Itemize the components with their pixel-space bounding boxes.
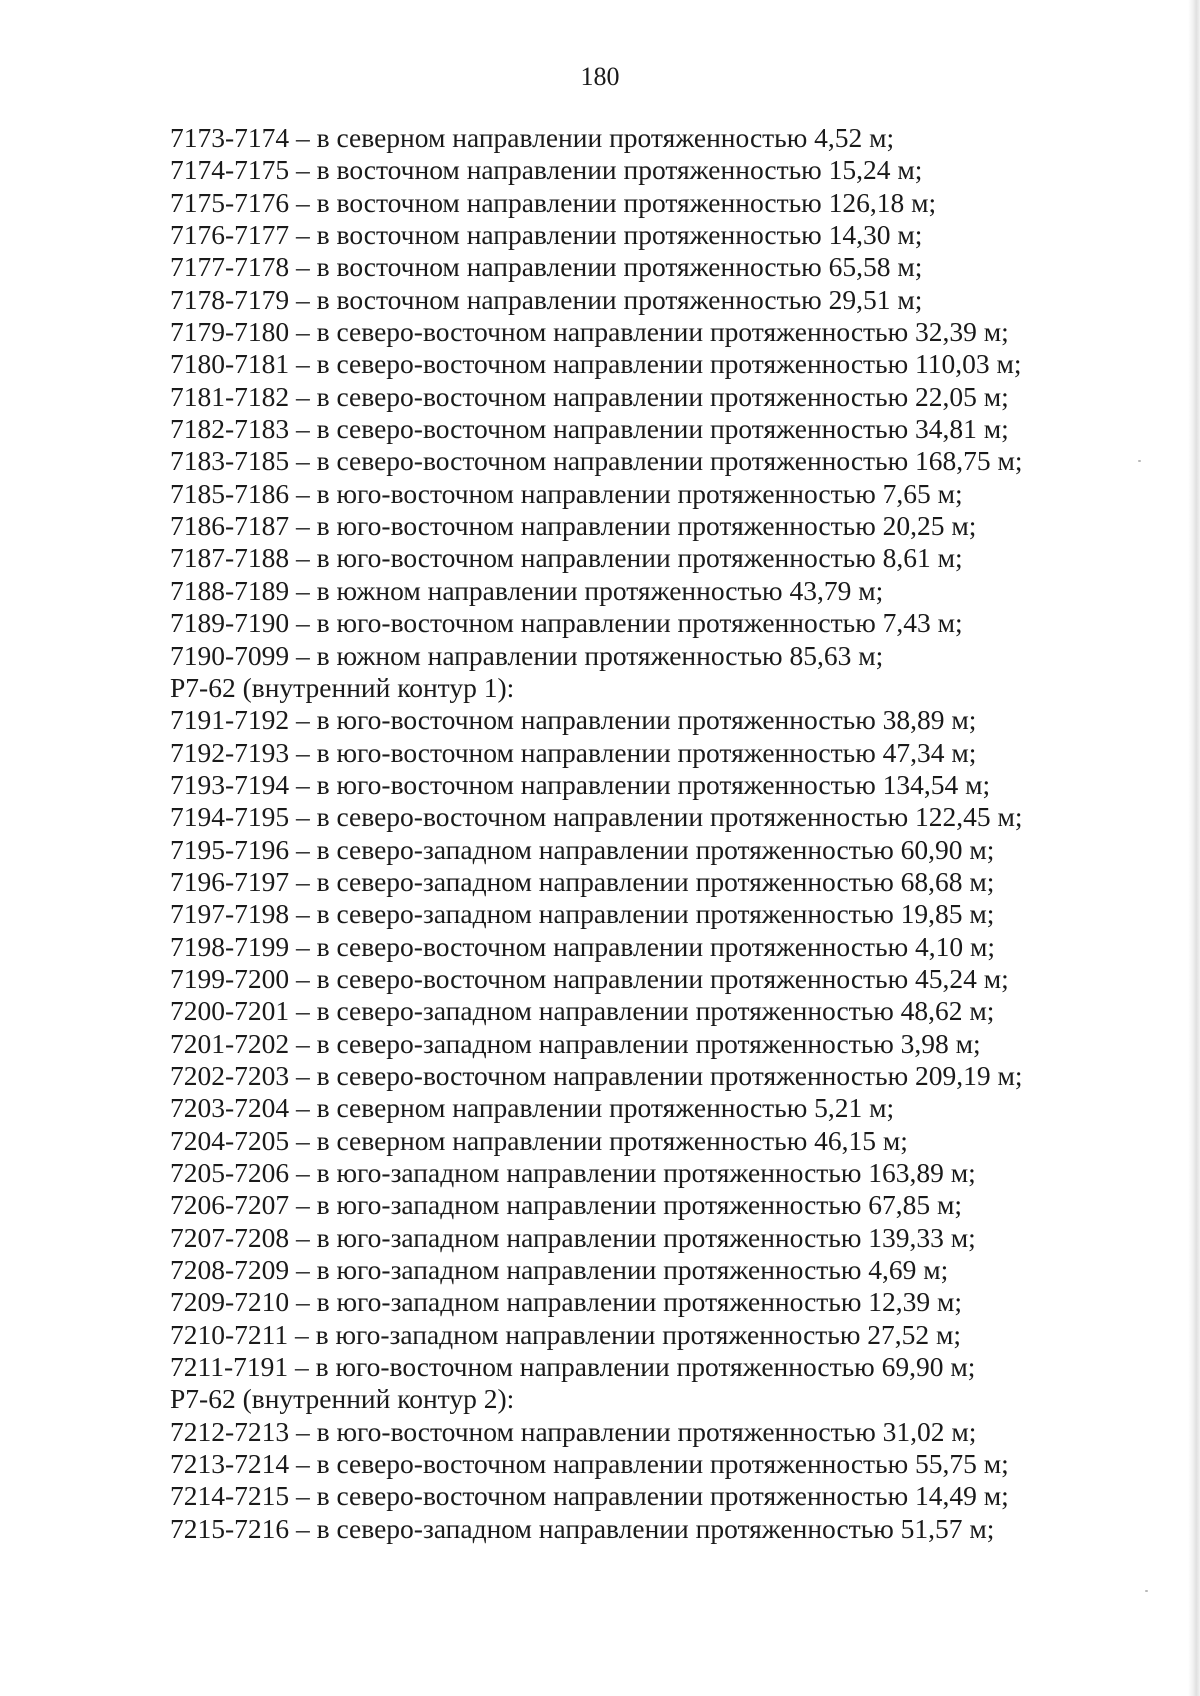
boundary-segment-line: 7212-7213 – в юго-восточном направлении протяженностью 31,02 м; — [170, 1415, 977, 1447]
boundary-description-list — [170, 122, 1150, 1545]
boundary-segment-line: 7186-7187 – в юго-восточном направлении протяженностью 20,25 м; — [170, 510, 977, 542]
boundary-segment-line: 7193-7194 – в юго-восточном направлении протяженностью 134,54 м; — [170, 768, 991, 800]
page-number: 180 — [580, 62, 620, 91]
boundary-segment-line: 7209-7210 – в юго-западном направлении протяженностью 12,39 м; — [170, 1286, 963, 1318]
boundary-segment-line: 7207-7208 – в юго-западном направлении протяженностью 139,33 м; — [170, 1221, 976, 1253]
scan-edge-artifact — [1188, 0, 1200, 1696]
contour-heading: Р7-62 (внутренний контур 1): — [170, 671, 515, 703]
boundary-segment-line: 7177-7178 – в восточном направлении протяженностью 65,58 м; — [170, 251, 923, 283]
boundary-segment-line: 7203-7204 – в северном направлении протяженностью 5,21 м; — [170, 1092, 895, 1124]
boundary-segment-line: 7215-7216 – в северо-западном направлении протяженностью 51,57 м; — [170, 1512, 995, 1544]
boundary-segment-line: 7196-7197 – в северо-западном направлении протяженностью 68,68 м; — [170, 865, 995, 897]
boundary-segment-line: 7211-7191 – в юго-восточном направлении протяженностью 69,90 м; — [170, 1351, 976, 1383]
boundary-segment-line: 7200-7201 – в северо-западном направлении протяженностью 48,62 м; — [170, 995, 995, 1027]
boundary-segment-line: 7180-7181 – в северо-восточном направлении протяженностью 110,03 м; — [170, 348, 1022, 380]
boundary-segment-line: 7191-7192 – в юго-восточном направлении протяженностью 38,89 м; — [170, 704, 977, 736]
boundary-segment-line: 7179-7180 – в северо-восточном направлении протяженностью 32,39 м; — [170, 316, 1009, 348]
boundary-segment-line: 7188-7189 – в южном направлении протяженностью 43,79 м; — [170, 574, 884, 606]
boundary-segment-line: 7192-7193 – в юго-восточном направлении протяженностью 47,34 м; — [170, 736, 977, 768]
boundary-segment-line: 7174-7175 – в восточном направлении протяженностью 15,24 м; — [170, 154, 923, 186]
boundary-segment-line: 7183-7185 – в северо-восточном направлении протяженностью 168,75 м; — [170, 445, 1023, 477]
boundary-segment-line: 7214-7215 – в северо-восточном направлении протяженностью 14,49 м; — [170, 1480, 1009, 1512]
boundary-segment-line: 7195-7196 – в северо-западном направлении протяженностью 60,90 м; — [170, 833, 995, 865]
boundary-segment-line: 7173-7174 – в северном направлении протяженностью 4,52 м; — [170, 122, 895, 153]
boundary-segment-line: 7178-7179 – в восточном направлении протяженностью 29,51 м; — [170, 283, 923, 315]
boundary-segment-line: 7182-7183 – в северо-восточном направлении протяженностью 34,81 м; — [170, 413, 1009, 445]
boundary-segment-line: 7197-7198 – в северо-западном направлении протяженностью 19,85 м; — [170, 898, 995, 930]
boundary-segment-line: 7204-7205 – в северном направлении протяженностью 46,15 м; — [170, 1124, 908, 1156]
boundary-segment-line: 7213-7214 – в северо-восточном направлении протяженностью 55,75 м; — [170, 1448, 1009, 1480]
boundary-segment-line: 7199-7200 – в северо-восточном направлении протяженностью 45,24 м; — [170, 962, 1009, 994]
boundary-segment-line: 7189-7190 – в юго-восточном направлении протяженностью 7,43 м; — [170, 607, 963, 639]
scan-speck — [1145, 1590, 1148, 1592]
boundary-segment-line: 7187-7188 – в юго-восточном направлении протяженностью 8,61 м; — [170, 542, 963, 574]
scan-speck — [1138, 460, 1141, 462]
boundary-segment-line: 7198-7199 – в северо-восточном направлении протяженностью 4,10 м; — [170, 930, 996, 962]
boundary-segment-line: 7176-7177 – в восточном направлении протяженностью 14,30 м; — [170, 219, 923, 251]
boundary-segment-line: 7194-7195 – в северо-восточном направлении протяженностью 122,45 м; — [170, 801, 1023, 833]
boundary-segment-line: 7208-7209 – в юго-западном направлении протяженностью 4,69 м; — [170, 1254, 949, 1286]
contour-heading: Р7-62 (внутренний контур 2): — [170, 1383, 515, 1415]
boundary-segment-line: 7185-7186 – в юго-восточном направлении протяженностью 7,65 м; — [170, 477, 963, 509]
boundary-segment-line: 7181-7182 – в северо-восточном направлении протяженностью 22,05 м; — [170, 380, 1009, 412]
boundary-segment-line: 7201-7202 – в северо-западном направлении протяженностью 3,98 м; — [170, 1027, 981, 1059]
boundary-segment-line: 7206-7207 – в юго-западном направлении протяженностью 67,85 м; — [170, 1189, 963, 1221]
boundary-segment-line: 7175-7176 – в восточном направлении протяженностью 126,18 м; — [170, 186, 937, 218]
boundary-segment-line: 7190-7099 – в южном направлении протяженностью 85,63 м; — [170, 639, 884, 671]
boundary-segment-line: 7202-7203 – в северо-восточном направлении протяженностью 209,19 м; — [170, 1059, 1023, 1091]
boundary-segment-line: 7210-7211 – в юго-западном направлении протяженностью 27,52 м; — [170, 1318, 962, 1350]
boundary-segment-line: 7205-7206 – в юго-западном направлении протяженностью 163,89 м; — [170, 1157, 976, 1188]
